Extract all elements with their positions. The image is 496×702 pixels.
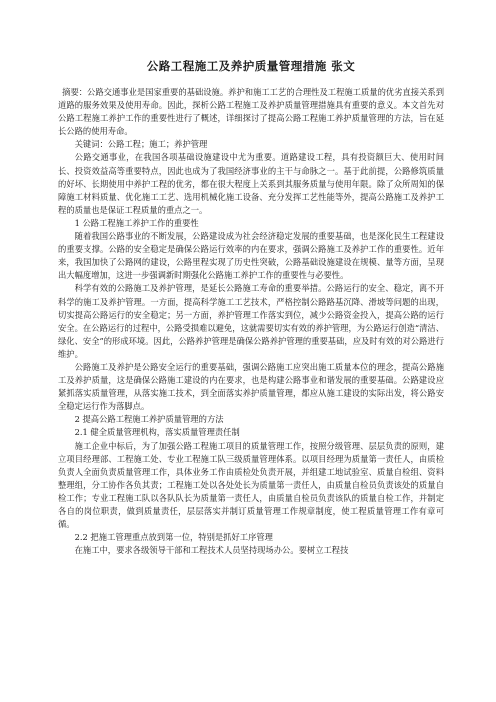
keywords-line: 关键词：公路工程；施工；养护管理 [74,139,208,150]
section-2-1-paragraph: 施工企业中标后，为了加强公路工程施工项目的质量管理工作，按照分级管理、层层负责的原则，建立项目经理部、工程施工处、专业工程施工队三级质量管理体系。以项目经理为质量第一责任人，由质检负责人全面负责质量管理工作，具体业务工作由质检处负责开展，并组建工地试验室、质量自检组、资料整理组，分工协作各负其责；工程施工处以各处处长为质量第一责任人，由质量自检员负责该处的质量自检工作；专业工程施工队以各队队长为质量第一责任人，由质量自检员负责该队的质量自检工作，并制定各自的岗位职责，做到质量责任，层层落实并制订质量管理工作规章制度，使工程质量管理工作有章可循。 [58,440,444,530]
section-2-heading: 2 提高公路工程施工养护质量管理的方法 [74,414,224,425]
section-1-paragraph-2: 科学有效的公路施工及养护管理，是延长公路施工寿命的重要举措。公路运行的安全、稳定，离不开科学的施工及养护管理。一方面，提高科学施工工艺技术，严格控制公路路基沉降、滑坡等问题的出现，切实提高公路运行的安全稳定；另一方面，养护管理工作落实到位，减少公路资金投入，提高公路的运行安全。在公路运行的过程中，公路受损难以避免，这就需要切实有效的养护管理，为公路运行创造“清洁、绿化、安全”的形成环境。因此，公路养护管理是确保公路养护管理的重要基础，应及时有效的对公路进行维护。 [58,283,444,359]
section-1-paragraph-3: 公路施工及养护是公路安全运行的重要基础，强调公路施工应突出施工质量本位的理念，提高公路施工及养护质量，这是确保公路施工建设的内在要求，也是构建公路事业和谐发展的重要基础。公路建设应紧抓落实质量管理，从落实施工技术，到全面落实养护质量管理，都应从施工建设的实际出发，将公路安全稳定运行作为落脚点。 [58,361,444,412]
abstract-paragraph: 摘要：公路交通事业是国家重要的基础设施。养护和施工工艺的合理性及工程施工质量的优劣直接关系到道路的服务效果及使用寿命。因此，探析公路工程施工及养护质量管理措施具有重要的意义。本文首先对公路工程施工养护工作的重要性进行了概述，详细探讨了提高公路工程施工养护质量管理的方法，旨在延长公路的使用寿命。 [58,87,444,137]
section-2-2-heading: 2.2 把施工管理重点放到第一位，特别是抓好工序管理 [74,532,273,543]
section-2-2-paragraph: 在施工中，要求各级领导干部和工程技术人员坚持现场办公。要树立工程技 [74,545,349,556]
section-1-heading: 1 公路工程施工养护工作的重要性 [74,217,199,228]
intro-paragraph: 公路交通事业，在我国各项基础设施建设中尤为重要。道路建设工程，具有投资额巨大、使用时间长、投资效益高等重要特点，因此也成为了我国经济事业的主干与命脉之一。基于此前提，公路修筑质量的好坏、长期使用中养护工程的优劣，都在很大程度上关系到其服务质量与使用年限。除了众所周知的保障施工材料质量、优化施工工艺、选用机械化施工设备、充分发挥工艺性能等外，提高公路施工及养护工程的质量也是保证工程质量的重点之一。 [58,152,444,215]
document-body [58,86,444,557]
section-2-1-heading: 2.1 健全质量管理机构，落实质量管理责任制 [74,427,240,438]
document-title: 公路工程施工及养护质量管理措施 张文 [146,59,356,73]
section-1-paragraph-1: 随着我国公路事业的不断发展，公路建设成为社会经济稳定发展的重要基础，也是深化民生工程建设的重要支撑。公路的安全稳定是确保公路运行效率的内在要求，强调公路施工及养护工作的重要性。近年来，我国加快了公路网的建设，公路里程实现了历史性突破，公路基础设施建设在规模、量等方面，呈现出大幅度增加，这进一步强调新时期强化公路施工养护工作的重要性与必要性。 [58,231,444,281]
